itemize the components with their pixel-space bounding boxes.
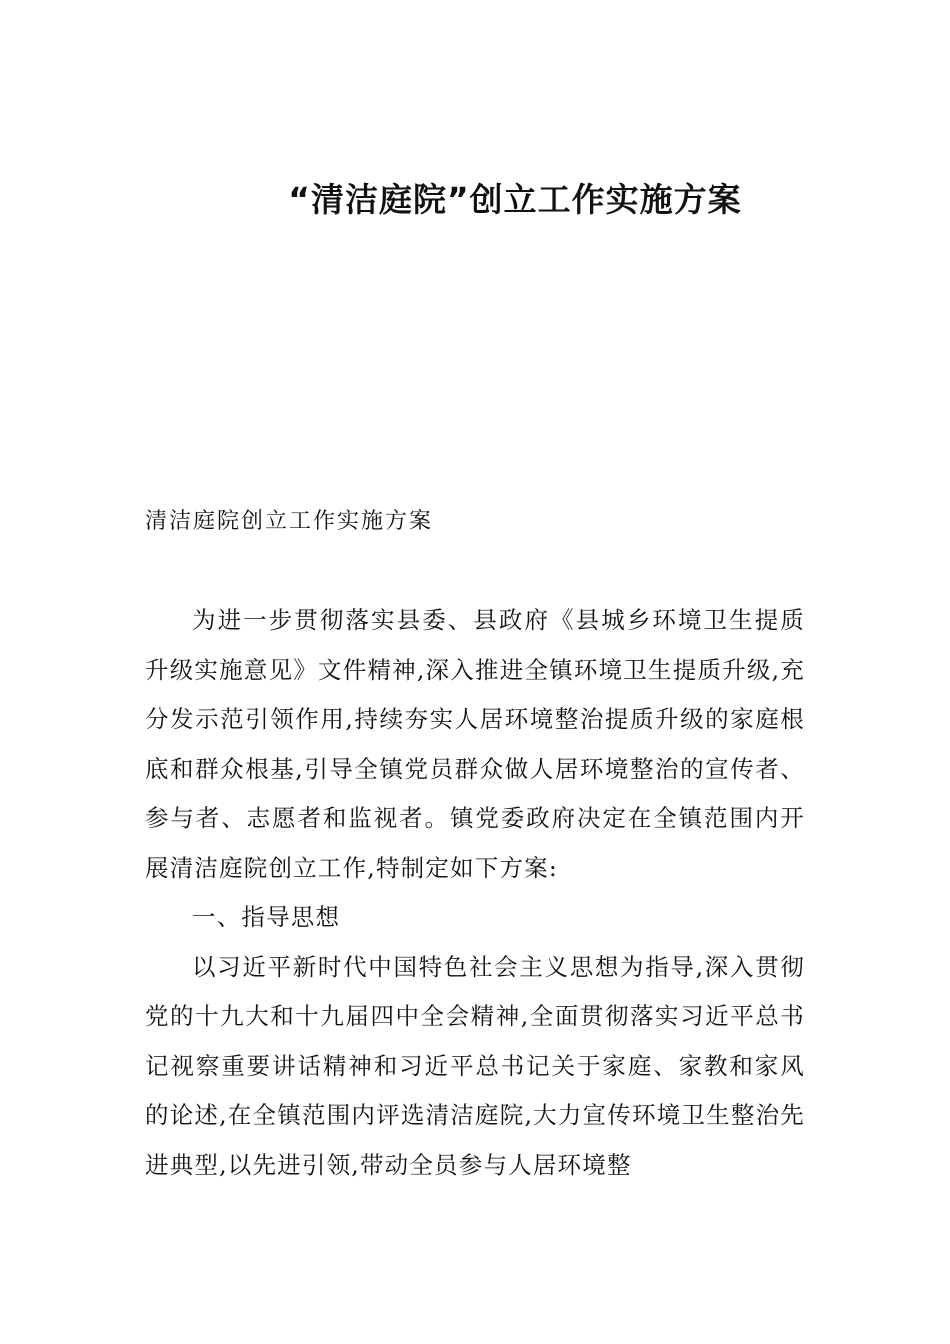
section-heading-guiding-ideology: 一、指导思想 [192,903,341,931]
paragraph-intro: 为进一步贯彻落实县委、县政府《县城乡环境卫生提质升级实施意见》文件精神,深入推进全镇环境卫生提质升级,充分发示范引领作用,持续夯实人居环境整治提质升级的家庭根底和群众根基,引导全镇党员群众做人居环境整治的宣传者、参与者、志愿者和监视者。镇党委政府决定在全镇范围内开展清洁庭院创立工作,特制定如下方案: [145,606,805,882]
paragraph-guiding-ideology: 以习近平新时代中国特色社会主义思想为指导,深入贯彻党的十九大和十九届四中全会精神,全面贯彻落实习近平总书记视察重要讲话精神和习近平总书记关于家庭、家教和家风的论述,在全镇范围内评选清洁庭院,大力宣传环境卫生整治先进典型,以先进引领,带动全员参与人居环境整 [145,952,805,1179]
document-subheading: 清洁庭院创立工作实施方案 [145,509,434,534]
document-title: “清洁庭院”创立工作实施方案 [288,180,742,219]
document-body [145,596,805,1190]
